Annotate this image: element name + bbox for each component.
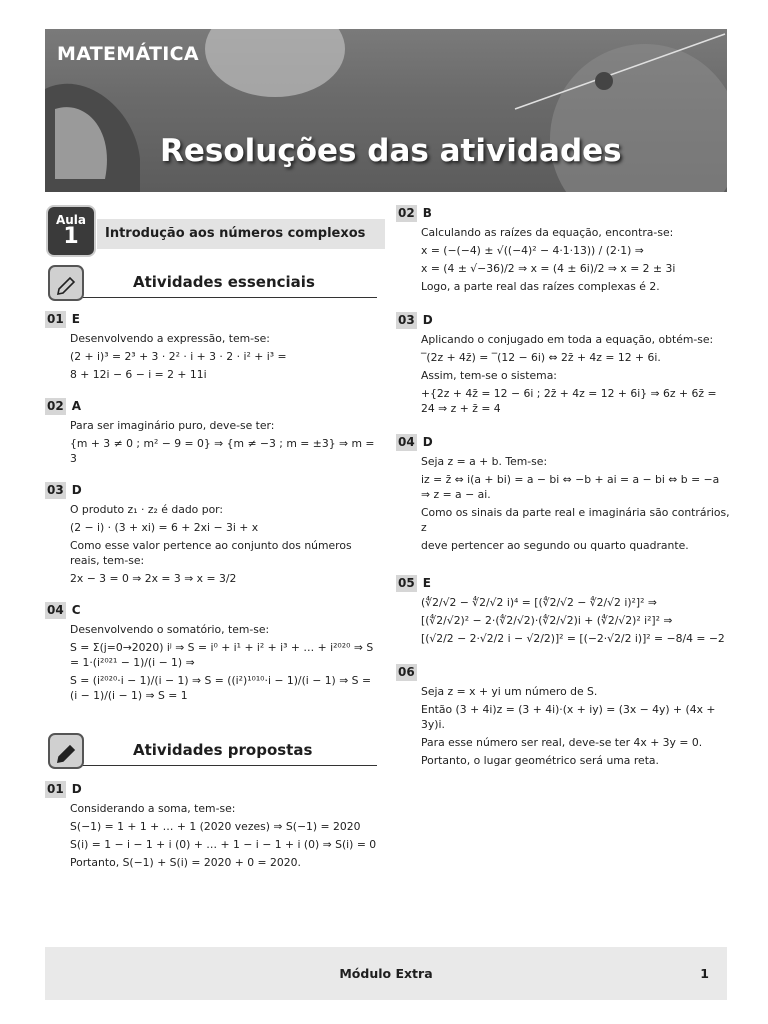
- question-answer: E: [71, 312, 80, 326]
- solution-line: Portanto, S(−1) + S(i) = 2020 + 0 = 2020.: [70, 856, 301, 869]
- question-number: 04: [47, 603, 64, 617]
- question-body: [396, 225, 731, 294]
- question-number: 04: [398, 435, 415, 449]
- question-item: [45, 482, 380, 586]
- question-answer: C: [71, 603, 81, 617]
- lesson-title: Introdução aos números complexos: [97, 219, 385, 249]
- solution-line: Então (3 + 4i)z = (3 + 4i)·(x + iy) = (3x − 4y) + (4x + 3y)i.: [421, 703, 716, 731]
- right-column: [396, 205, 731, 768]
- section-essenciais: [45, 265, 380, 305]
- question-header: [396, 312, 731, 329]
- section-title: Atividades essenciais: [133, 273, 315, 291]
- question-number: 01: [47, 312, 64, 326]
- question-header: [396, 434, 731, 451]
- solution-line: x = (−(−4) ± √((−4)² − 4·1·13)) / (2·1) ⇒: [421, 244, 644, 257]
- solution-line: S = (i²⁰²⁰·i − 1)/(i − 1) ⇒ S = ((i²)¹⁰¹⁰·i − 1)/(i − 1) ⇒ S = (i − 1)/(i − 1) ⇒ S = 1: [70, 674, 372, 702]
- solution-line: 8 + 12i − 6 − i = 2 + 11i: [70, 368, 207, 381]
- question-item: [45, 398, 380, 466]
- question-number: 01: [47, 782, 64, 796]
- page-footer: [45, 947, 727, 1000]
- question-item: [396, 575, 731, 646]
- question-answer: E: [422, 576, 431, 590]
- solution-line: Como os sinais da parte real e imaginária são contrários, z: [421, 506, 730, 534]
- solution-line: x = (4 ± √−36)/2 ⇒ x = (4 ± 6i)/2 ⇒ x = 2 ± 3i: [421, 262, 676, 275]
- question-body: [45, 502, 380, 586]
- solution-line: Assim, tem-se o sistema:: [421, 369, 557, 382]
- question-number: 03: [398, 313, 415, 327]
- solution-line: Seja z = a + b. Tem-se:: [421, 455, 548, 468]
- question-header: [45, 602, 380, 619]
- section-propostas: [45, 733, 380, 773]
- lesson-number: 1: [63, 224, 79, 249]
- solution-line: Seja z = x + yi um número de S.: [421, 685, 598, 698]
- solution-line: (∜2/√2 − ∜2/√2 i)⁴ = [(∜2/√2 − ∜2/√2 i)²]² ⇒: [421, 596, 657, 609]
- question-item: [45, 602, 380, 703]
- section-rule: [83, 765, 377, 766]
- question-item: [45, 781, 380, 870]
- question-item: [396, 312, 731, 416]
- question-number: 06: [398, 665, 415, 679]
- solution-line: [(∜2/√2)² − 2·(∜2/√2)·(∜2/√2)i + (∜2/√2)² i²]² ⇒: [421, 614, 673, 627]
- question-number: 03: [47, 483, 64, 497]
- question-body: [396, 454, 731, 553]
- subject-label: MATEMÁTICA: [57, 43, 199, 65]
- solution-line: Portanto, o lugar geométrico será uma reta.: [421, 754, 659, 767]
- question-header: [45, 482, 380, 499]
- question-number: 02: [47, 399, 64, 413]
- question-body: [396, 595, 731, 646]
- question-answer: A: [71, 399, 81, 413]
- solution-line: Calculando as raízes da equação, encontra-se:: [421, 226, 674, 239]
- solution-line: (2 + i)³ = 2³ + 3 · 2² · i + 3 · 2 · i² + i³ =: [70, 350, 287, 363]
- solution-line: iz = z̄ ⇔ i(a + bi) = a − bi ⇔ −b + ai = a − bi ⇔ b = −a ⇒ z = a − ai.: [421, 473, 720, 501]
- question-header: [45, 781, 380, 798]
- question-header: [396, 664, 731, 681]
- page-number: 1: [700, 966, 709, 981]
- solution-line: ‾(2z + 4z̄) = ‾(12 − 6i) ⇔ 2z̄ + 4z = 12 + 6i.: [421, 351, 661, 364]
- essenciais-list: [45, 311, 380, 703]
- question-header: [45, 398, 380, 415]
- page-title: Resoluções das atividades: [160, 133, 622, 169]
- question-answer: D: [71, 782, 82, 796]
- section-rule: [83, 297, 377, 298]
- solution-line: +{2z + 4z̄ = 12 − 6i ; 2z̄ + 4z = 12 + 6i} ⇒ 6z + 6z̄ = 24 ⇒ z + z̄ = 4: [421, 387, 717, 415]
- question-body: [45, 622, 380, 703]
- question-header: [396, 575, 731, 592]
- question-item: [45, 311, 380, 382]
- module-label: Módulo Extra: [339, 966, 433, 981]
- solution-line: {m + 3 ≠ 0 ; m² − 9 = 0} ⇒ {m ≠ −3 ; m = ±3} ⇒ m = 3: [70, 437, 375, 465]
- solution-line: S(i) = 1 − i − 1 + i (0) + … + 1 − i − 1 + i (0) ⇒ S(i) = 0: [70, 838, 377, 851]
- lesson-header: [45, 205, 380, 257]
- solution-line: Considerando a soma, tem-se:: [70, 802, 236, 815]
- pencil-icon: [48, 265, 84, 301]
- question-number: 02: [398, 206, 415, 220]
- question-body: [45, 331, 380, 382]
- question-header: [45, 311, 380, 328]
- solution-line: (2 − i) · (3 + xi) = 6 + 2xi − 3i + x: [70, 521, 259, 534]
- solution-line: O produto z₁ · z₂ é dado por:: [70, 503, 224, 516]
- solution-line: Desenvolvendo o somatório, tem-se:: [70, 623, 270, 636]
- lesson-badge: [48, 207, 94, 255]
- question-number: 05: [398, 576, 415, 590]
- solution-line: S(−1) = 1 + 1 + … + 1 (2020 vezes) ⇒ S(−1) = 2020: [70, 820, 361, 833]
- question-answer: B: [422, 206, 432, 220]
- solution-line: [(√2/2 − 2·√2/2 i − √2/2)]² = [(−2·√2/2 i)]² = −8/4 = −2: [421, 632, 725, 645]
- solution-line: S = Σ(j=0→2020) iʲ ⇒ S = i⁰ + i¹ + i² + i³ + … + i²⁰²⁰ ⇒ S = 1·(i²⁰²¹ − 1)/(i − 1) ⇒: [70, 641, 374, 669]
- solution-line: Logo, a parte real das raízes complexas é 2.: [421, 280, 660, 293]
- question-item: [396, 205, 731, 294]
- solution-line: deve pertencer ao segundo ou quarto quadrante.: [421, 539, 689, 552]
- question-item: [396, 434, 731, 553]
- solution-line: Como esse valor pertence ao conjunto dos números reais, tem-se:: [70, 539, 352, 567]
- lesson-label: Aula: [55, 213, 87, 227]
- propostas-list-left: [45, 781, 380, 870]
- pencil-icon: [48, 733, 84, 769]
- question-body: [45, 801, 380, 870]
- solution-line: Para ser imaginário puro, deve-se ter:: [70, 419, 275, 432]
- question-body: [396, 684, 731, 768]
- solution-line: Aplicando o conjugado em toda a equação, obtém-se:: [421, 333, 714, 346]
- solution-line: 2x − 3 = 0 ⇒ 2x = 3 ⇒ x = 3/2: [70, 572, 237, 585]
- question-body: [396, 332, 731, 416]
- question-answer: D: [422, 435, 433, 449]
- question-item: [396, 664, 731, 768]
- question-answer: D: [71, 483, 82, 497]
- question-header: [396, 205, 731, 222]
- question-answer: D: [422, 313, 433, 327]
- section-title: Atividades propostas: [133, 741, 313, 759]
- propostas-list-right: [396, 205, 731, 768]
- solution-line: Para esse número ser real, deve-se ter 4x + 3y = 0.: [421, 736, 703, 749]
- left-column: [45, 205, 380, 870]
- solution-line: Desenvolvendo a expressão, tem-se:: [70, 332, 270, 345]
- question-body: [45, 418, 380, 466]
